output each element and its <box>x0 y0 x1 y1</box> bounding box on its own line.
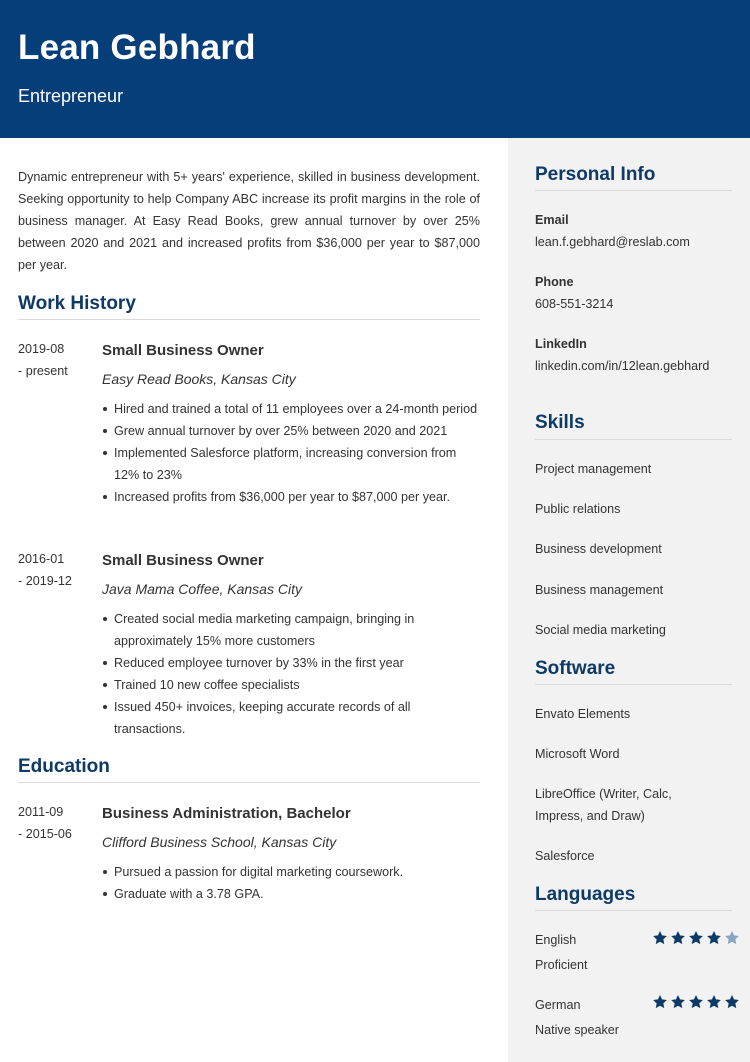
languages-divider <box>535 910 732 911</box>
education-school: Clifford Business School, Kansas City <box>102 834 337 850</box>
work-date-end: - 2019-12 <box>18 574 72 588</box>
profile-summary: Dynamic entrepreneur with 5+ years' experience, skilled in business development. Seeking opportunity to help Company ABC increase its profit margins in the role of business manager. At Easy Read Books, grew annual turnover by over 25% between 2020 and 2021 and increased profits from $36,000 per year to $87,000 per year. <box>18 170 480 272</box>
work-date-start: 2016-01 <box>18 552 65 566</box>
work-position: Small Business Owner <box>102 552 264 569</box>
education-date-end: - 2015-06 <box>18 827 72 841</box>
education-bullet: Pursued a passion for digital marketing coursework. <box>102 861 480 883</box>
education-bullet-list <box>102 861 480 905</box>
work-bullet-list <box>102 398 480 508</box>
email-value: lean.f.gebhard@reslab.com <box>535 235 690 249</box>
skills-divider <box>535 439 732 440</box>
star-filled-icon <box>706 994 722 1010</box>
email-label: Email <box>535 213 569 227</box>
resume-header <box>0 0 750 138</box>
work-organization: Java Mama Coffee, Kansas City <box>102 581 302 597</box>
language-rating <box>652 930 740 946</box>
education-heading: Education <box>18 756 110 777</box>
skill-item: Business management <box>535 583 664 597</box>
work-bullet: Increased profits from $36,000 per year to $87,000 per year. <box>102 486 480 508</box>
skills-heading: Skills <box>535 412 585 433</box>
work-bullet: Hired and trained a total of 11 employees over a 24-month period <box>102 398 480 420</box>
candidate-name: Lean Gebhard <box>18 28 256 67</box>
work-bullet: Implemented Salesforce platform, increasing conversion from 12% to 23% <box>102 442 480 486</box>
star-filled-icon <box>724 994 740 1010</box>
software-item: Envato Elements <box>535 707 631 721</box>
work-bullet: Trained 10 new coffee specialists <box>102 674 480 696</box>
work-date-end: - present <box>18 364 68 378</box>
skill-item: Business development <box>535 542 662 556</box>
work-bullet-list <box>102 608 480 740</box>
star-filled-icon <box>652 994 668 1010</box>
linkedin-value: linkedin.com/in/12lean.gebhard <box>535 359 710 373</box>
phone-label: Phone <box>535 275 574 289</box>
skill-item: Social media marketing <box>535 623 666 637</box>
work-bullet: Created social media marketing campaign, bringing in approximately 15% more customers <box>102 608 480 652</box>
personal-info-heading: Personal Info <box>535 164 656 185</box>
language-rating <box>652 994 740 1010</box>
software-item: Microsoft Word <box>535 747 620 761</box>
language-level: Native speaker <box>535 1023 619 1037</box>
work-bullet: Reduced employee turnover by 33% in the first year <box>102 652 480 674</box>
work-history-heading: Work History <box>18 293 136 314</box>
work-bullet: Grew annual turnover by over 25% between 2020 and 2021 <box>102 420 480 442</box>
star-filled-icon <box>706 930 722 946</box>
star-filled-icon <box>670 994 686 1010</box>
languages-heading: Languages <box>535 884 636 905</box>
education-divider <box>18 782 480 783</box>
language-name: English <box>535 933 577 947</box>
work-bullet: Issued 450+ invoices, keeping accurate records of all transactions. <box>102 696 480 740</box>
education-bullet: Graduate with a 3.78 GPA. <box>102 883 480 905</box>
star-filled-icon <box>688 994 704 1010</box>
linkedin-label: LinkedIn <box>535 337 587 351</box>
software-heading: Software <box>535 658 616 679</box>
education-date-start: 2011-09 <box>18 805 64 819</box>
software-item: LibreOffice (Writer, Calc, Impress, and Draw) <box>535 787 672 823</box>
star-filled-icon <box>652 930 668 946</box>
skill-item: Project management <box>535 462 652 476</box>
language-level: Proficient <box>535 958 588 972</box>
skill-item: Public relations <box>535 502 621 516</box>
personal-info-divider <box>535 190 732 191</box>
work-date-start: 2019-08 <box>18 342 65 356</box>
candidate-title: Entrepreneur <box>18 86 124 106</box>
work-history-divider <box>18 319 480 320</box>
software-divider <box>535 684 732 685</box>
work-organization: Easy Read Books, Kansas City <box>102 371 296 387</box>
work-position: Small Business Owner <box>102 342 264 359</box>
language-name: German <box>535 998 581 1012</box>
software-item: Salesforce <box>535 849 595 863</box>
star-filled-icon <box>670 930 686 946</box>
phone-value: 608-551-3214 <box>535 297 614 311</box>
education-degree: Business Administration, Bachelor <box>102 805 351 822</box>
star-filled-icon <box>688 930 704 946</box>
star-empty-icon <box>724 930 740 946</box>
